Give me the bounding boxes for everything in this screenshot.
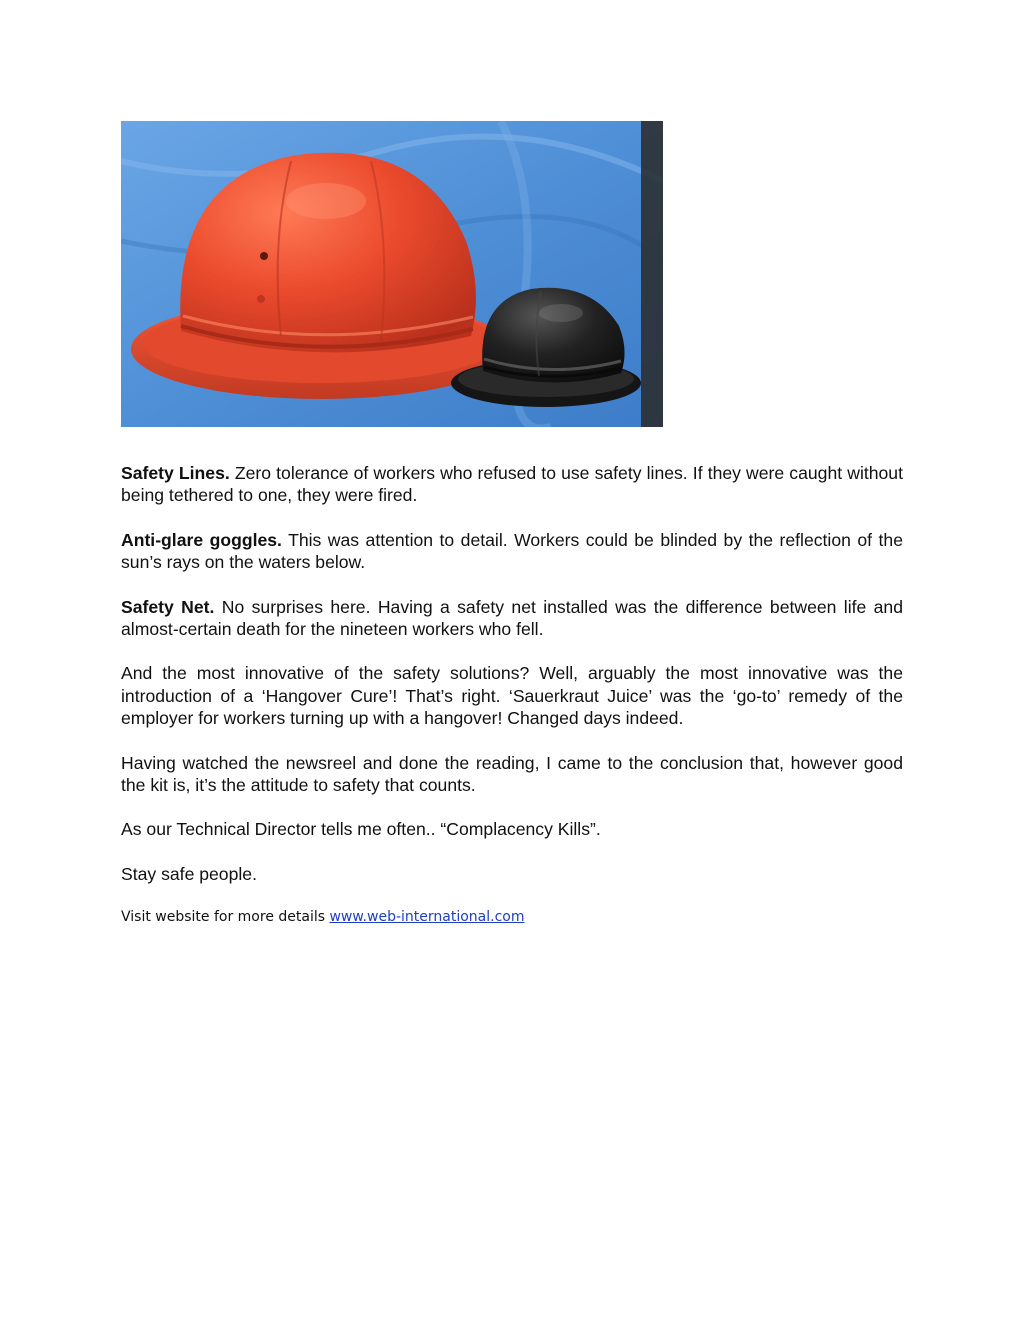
paragraph-safety-net <box>121 596 903 641</box>
paragraph-heading: Anti-glare goggles. <box>121 529 282 550</box>
paragraph-text: And the most innovative of the safety solutions? Well, arguably the most innovative was the introduction of a ‘Hangover Cure’! That’s right. ‘Sauerkraut Juice’ was the ‘go-to’ remedy of the employer for workers turning up with a hangover! Changed days indeed. <box>121 663 903 729</box>
paragraph-text: As our Technical Director tells me often.. “Complacency Kills”. <box>121 819 601 840</box>
paragraph-anti-glare-goggles <box>121 529 903 574</box>
paragraph-text: This was attention to detail. Workers could be blinded by the reflection of the sun’s rays on the waters below. <box>121 529 903 573</box>
article-body <box>121 462 903 927</box>
paragraph-text: Stay safe people. <box>121 863 257 884</box>
paragraph-heading: Safety Net. <box>121 596 215 617</box>
paragraph-heading: Safety Lines. <box>121 463 230 483</box>
paragraph-text: Zero tolerance of workers who refused to use safety lines. If they were caught without being tethered to one, they were fired. <box>121 463 903 506</box>
paragraph-safety-lines <box>121 462 903 507</box>
paragraph-conclusion <box>121 752 903 797</box>
paragraph-hangover-cure <box>121 662 903 729</box>
paragraph-stay-safe <box>121 863 903 885</box>
helmets-photo <box>121 121 663 427</box>
footer-visit-website <box>121 907 903 927</box>
paragraph-text: No surprises here. Having a safety net installed was the difference between life and almost-certain death for the nineteen workers who fell. <box>121 596 904 640</box>
website-link[interactable]: www.web-international.com <box>329 909 525 926</box>
footer-prefix: Visit website for more details <box>121 909 330 926</box>
helmets-illustration <box>121 121 663 427</box>
paragraph-technical-director <box>121 818 903 840</box>
paragraph-text: Having watched the newsreel and done the reading, I came to the conclusion that, however good the kit is, it’s the attitude to safety that counts. <box>121 752 903 796</box>
